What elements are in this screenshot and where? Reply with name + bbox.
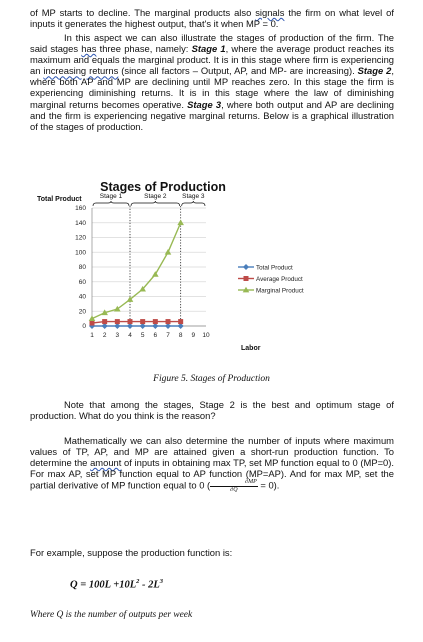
text-run: , where both AP and MP are declining until MP reaches zero. In this stage the firm is experiencing diminishing returns. It is in this stage where the law of diminishing marginal returns becomes operative. xyxy=(30,65,394,110)
text-run: Note that among the stages, Stage 2 is the best and optimum stage of production. What do you think is the reason? xyxy=(30,399,394,422)
y-tick-label: 20 xyxy=(78,308,86,316)
y-tick-label: 140 xyxy=(75,219,86,227)
paragraph-optimum-stage xyxy=(30,399,394,421)
spellcheck-word: signals xyxy=(255,7,285,18)
stage-brace xyxy=(131,201,180,206)
spellcheck-word: has xyxy=(81,43,97,55)
stage-label: Stage 1 xyxy=(99,193,123,200)
equation-part: Q = 100L +10L xyxy=(70,579,137,591)
legend-label: Total Product xyxy=(256,264,293,272)
x-tick-label: 7 xyxy=(166,332,170,339)
data-point xyxy=(90,321,95,326)
equation-exponent: 3 xyxy=(159,578,164,585)
y-tick-label: 80 xyxy=(78,264,86,272)
paragraph-marginal-products xyxy=(30,7,394,29)
data-point xyxy=(153,319,158,324)
stage-2-term: Stage 2 xyxy=(357,65,392,77)
paragraph-mathematical-method xyxy=(30,435,394,493)
legend-marker xyxy=(244,276,249,281)
equation-exponent: 2 xyxy=(136,578,140,585)
production-function-equation xyxy=(70,578,163,591)
data-point xyxy=(152,271,159,277)
equation-part: - 2L xyxy=(139,579,160,591)
x-tick-label: 5 xyxy=(140,332,145,339)
y-tick-label: 100 xyxy=(75,249,86,257)
series-line-2 xyxy=(92,223,181,319)
text-run: , where both output and AP are declining and the firm is experiencing negative marginal returns. Below is a graphical illustration of the stages of production. xyxy=(30,98,394,132)
data-point xyxy=(166,319,171,324)
data-point xyxy=(115,319,120,324)
stage-brace xyxy=(182,201,205,206)
text-run: Mathematically we can also determine the number of inputs where maximum values of TP, AP, and MP are attained given a short-run production function. To determine the xyxy=(30,435,394,469)
y-tick-label: 120 xyxy=(75,234,86,242)
fraction-numerator: ∂MP xyxy=(210,479,258,487)
chart-series xyxy=(89,219,184,329)
partial-derivative-fraction xyxy=(210,479,258,493)
stage-label: Stage 3 xyxy=(182,193,205,200)
data-point xyxy=(140,319,145,324)
y-tick-label: 160 xyxy=(75,205,86,213)
chart-gridlines xyxy=(92,208,206,326)
data-point xyxy=(177,219,184,225)
x-tick-label: 3 xyxy=(115,332,120,339)
text-run: , where the average product reaches its maximum and equals the marginal product. It is in this stage where firm is experiencing an xyxy=(30,43,394,77)
x-tick-label: 6 xyxy=(153,332,158,339)
chart-x-axis-label: Labor xyxy=(241,345,261,352)
data-point xyxy=(178,319,183,324)
chart-stage-annotations xyxy=(93,193,205,326)
data-point xyxy=(165,249,172,255)
data-point xyxy=(128,319,133,324)
text-run: = 0). xyxy=(257,479,280,491)
where-definition: Where Q is the number of outputs per week xyxy=(30,610,193,620)
x-tick-label: 2 xyxy=(102,332,107,339)
x-tick-label: 1 xyxy=(90,332,94,339)
figure-caption: Figure 5. Stages of Production xyxy=(153,374,270,384)
text-run: For example, suppose the production function is: xyxy=(30,547,233,558)
text-run: three phase, namely: xyxy=(96,43,192,55)
x-tick-label: 4 xyxy=(128,332,132,339)
x-tick-label: 8 xyxy=(178,332,183,339)
text-run: of inputs in obtaining max TP, set MP function equal to 0 (MP=0). For max AP, set MP function equal to AP function (MP=AP). And for max MP, set the partial derivative of MP function equal to 0 ( xyxy=(30,457,394,491)
paragraph-stages-description xyxy=(30,32,394,132)
chart-title: Stages of Production xyxy=(100,180,226,194)
chart-x-ticks xyxy=(90,332,210,339)
y-tick-label: 40 xyxy=(78,293,86,301)
y-tick-label: 0 xyxy=(82,323,86,331)
chart-y-ticks xyxy=(75,205,86,330)
legend-label: Average Product xyxy=(256,275,303,283)
stage-label: Stage 2 xyxy=(144,193,167,200)
y-tick-label: 60 xyxy=(78,278,86,286)
stage-brace xyxy=(93,201,129,206)
legend-marker xyxy=(243,264,249,270)
x-tick-label: 9 xyxy=(191,332,196,339)
text-run: the firm on what level of inputs it generates the highest output, that's it when MP = 0. xyxy=(30,7,394,30)
text-run: of MP starts to decline. The marginal products also xyxy=(30,7,256,18)
legend-label: Marginal Product xyxy=(256,287,304,295)
text-run: (since all factors – Output, AP, and MP- are increasing). xyxy=(118,65,358,77)
stage-1-term: Stage 1 xyxy=(191,43,226,55)
text-run: In this aspect we can also illustrate the stages of production of the firm. The said stages xyxy=(30,32,394,55)
spellcheck-phrase: increasing returns xyxy=(43,65,119,77)
x-tick-label: 10 xyxy=(202,332,210,339)
paragraph-example-intro xyxy=(30,547,394,558)
fraction-denominator: ∂Q xyxy=(230,486,238,493)
spellcheck-word: amount xyxy=(90,457,122,469)
chart-legend xyxy=(238,264,304,294)
stage-3-term: Stage 3 xyxy=(187,98,222,110)
stages-of-production-chart xyxy=(0,170,423,370)
chart-y-axis-label: Total Product xyxy=(37,196,82,203)
data-point xyxy=(102,319,107,324)
